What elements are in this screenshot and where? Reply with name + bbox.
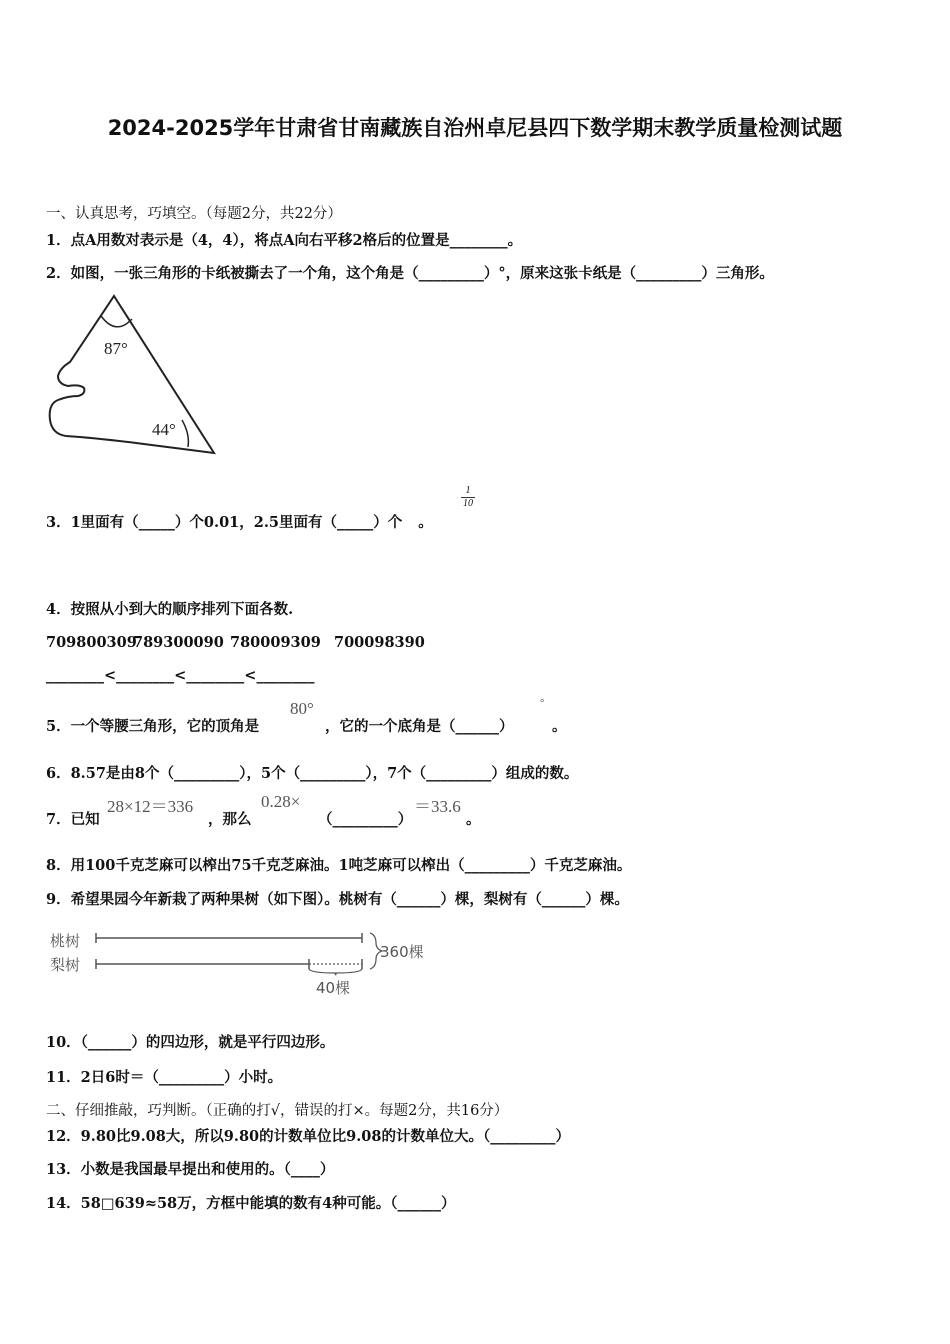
q7-equation-2: 0.28× bbox=[261, 792, 301, 811]
question-7-mid: ，那么 bbox=[208, 811, 252, 828]
question-2: 2．如图，一张三角形的卡纸被撕去了一个角，这个角是（_________）°，原来这张卡纸是（_________）三角形。 bbox=[46, 265, 774, 282]
q4-answer-line: ________<________<________<________ bbox=[46, 667, 315, 684]
q4-number-1: 709800309 bbox=[46, 634, 137, 651]
question-3 bbox=[46, 511, 433, 532]
question-3-end: 。 bbox=[418, 514, 433, 531]
q4-number-2: 789300090 bbox=[133, 634, 224, 651]
question-5-blank: ，它的一个底角是（______） bbox=[325, 718, 514, 735]
section-1-heading: 一、认真思考，巧填空。（每题2分，共22分） bbox=[46, 206, 342, 222]
question-6: 6．8.57是由8个（_________），5个（_________），7个（_________）组成的数。 bbox=[46, 765, 579, 782]
label-difference-40: 40棵 bbox=[316, 979, 351, 997]
angle-label-top: 87° bbox=[104, 339, 128, 358]
label-pear-tree: 梨树 bbox=[50, 956, 81, 974]
question-8: 8．用100千克芝麻可以榨出75千克芝麻油。1吨芝麻可以榨出（_________）千克芝麻油。 bbox=[46, 857, 632, 874]
question-7-end: 。 bbox=[466, 811, 481, 828]
q4-number-3: 780009309 bbox=[230, 634, 321, 651]
q7-blank: （_________） bbox=[318, 811, 413, 828]
question-1: 1．点A用数对表示是（4，4），将点A向右平移2格后的位置是________。 bbox=[46, 232, 523, 249]
q7-equation-1: 28×12＝336 bbox=[107, 797, 194, 816]
angle-label-bottom: 44° bbox=[152, 420, 176, 439]
question-3-text: 3．1里面有（_____）个0.01，2.5里面有（_____）个 bbox=[46, 514, 403, 531]
fraction-numerator: 1 bbox=[461, 485, 475, 498]
question-5-end: 。 bbox=[552, 718, 567, 735]
torn-triangle-figure bbox=[46, 292, 221, 462]
question-11: 11．2日6时＝（_________）小时。 bbox=[46, 1069, 283, 1086]
page-title: 2024-2025学年甘肃省甘南藏族自治州卓尼县四下数学期末教学质量检测试题 bbox=[107, 116, 843, 140]
question-12: 12．9.80比9.08大，所以9.80的计数单位比9.08的计数单位大。（_________） bbox=[46, 1128, 570, 1145]
question-9: 9．希望果园今年新栽了两种果树（如下图）。桃树有（______）棵，梨树有（______）棵。 bbox=[46, 891, 629, 908]
fraction-one-tenth bbox=[461, 485, 475, 510]
q4-number-4: 700098390 bbox=[334, 634, 425, 651]
label-peach-tree: 桃树 bbox=[50, 932, 81, 950]
section-2-heading: 二、仔细推敲，巧判断。（正确的打√，错误的打×。每题2分，共16分） bbox=[46, 1103, 509, 1119]
question-10: 10．（______）的四边形，就是平行四边形。 bbox=[46, 1034, 335, 1051]
question-13: 13．小数是我国最早提出和使用的。（____） bbox=[46, 1161, 335, 1178]
q5-vertex-angle: 80° bbox=[290, 699, 314, 718]
tree-comparison-diagram bbox=[46, 925, 436, 1000]
label-total-360: 360棵 bbox=[380, 943, 424, 961]
q7-equation-3: ＝33.6 bbox=[414, 797, 461, 816]
question-14: 14．58□639≈58万，方框中能填的数有4种可能。（______） bbox=[46, 1195, 456, 1212]
fraction-denominator: 10 bbox=[463, 498, 473, 509]
question-4: 4．按照从小到大的顺序排列下面各数. bbox=[46, 601, 294, 618]
question-7-text: 7．已知 bbox=[46, 811, 100, 828]
question-5-text: 5．一个等腰三角形，它的顶角是 bbox=[46, 718, 260, 735]
q5-degree-mark: ° bbox=[540, 697, 545, 709]
